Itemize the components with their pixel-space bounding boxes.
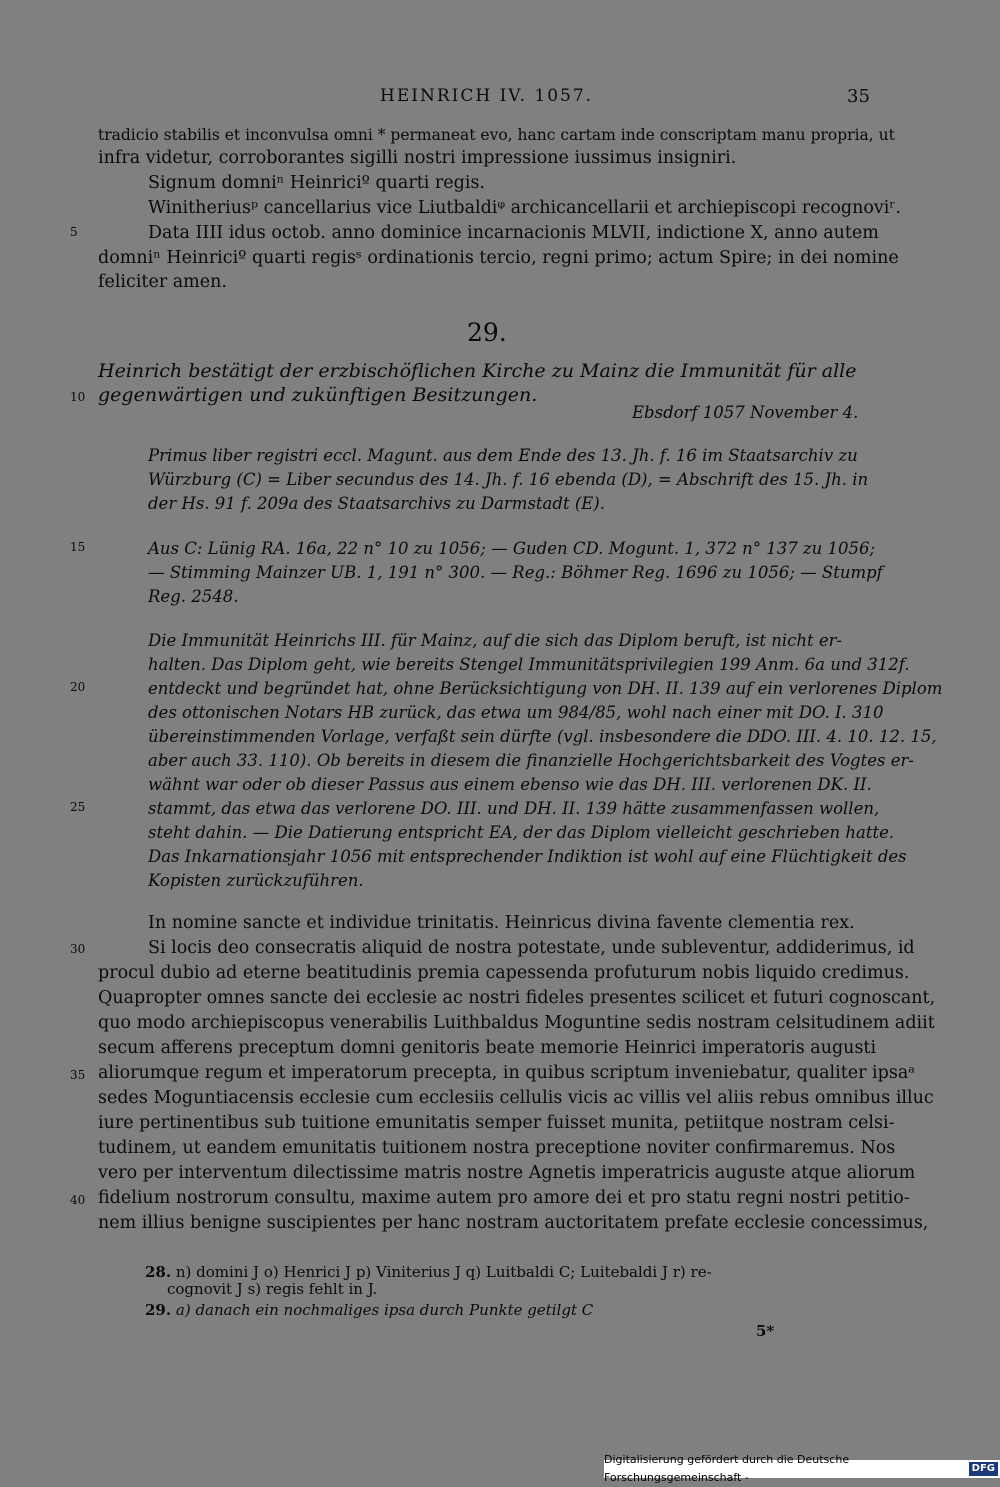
- regest-line: gegenwärtigen und zukünftigen Besitzungen.: [98, 384, 538, 406]
- text-line: Quapropter omnes sancte dei ecclesie ac nostri fideles presentes scilicet et futuri cognoscant,: [98, 988, 936, 1008]
- commentary-line: stammt, das etwa das verlorene DO. III. und DH. II. 139 hätte zusammenfassen wollen,: [148, 799, 880, 818]
- text-line: iure pertinentibus sub tuitione emunitatis semper fuisset munita, petiitque nostram celsi-: [98, 1113, 895, 1133]
- text-line: quo modo archiepiscopus venerabilis Luithbaldus Moguntine sedis nostram celsitudinem adiit: [98, 1013, 935, 1033]
- commentary-line: Die Immunität Heinrichs III. für Mainz, auf die sich das Diplom beruft, ist nicht er-: [148, 631, 843, 650]
- line-number: 40: [70, 1193, 86, 1207]
- footnote-number: 29.: [145, 1301, 172, 1319]
- running-title: HEINRICH IV. 1057.: [380, 86, 594, 106]
- dateline: Ebsdorf 1057 November 4.: [632, 403, 859, 422]
- commentary-line: Das Inkarnationsjahr 1056 mit entsprechender Indiktion ist wohl auf eine Flüchtigkeit des: [148, 847, 907, 866]
- footnote-number: 28.: [145, 1263, 172, 1281]
- text-line: feliciter amen.: [98, 272, 227, 292]
- commentary-line: steht dahin. — Die Datierung entspricht EA, der das Diplom vielleicht geschrieben hatte.: [148, 823, 895, 842]
- text-line: aliorumque regum et imperatorum precepta, in quibus scriptum inveniebatur, qualiter ipsaᵃ: [98, 1063, 916, 1083]
- sheet-signature: 5*: [756, 1322, 775, 1340]
- line-number: 25: [70, 800, 86, 814]
- footnote-29: [145, 1302, 593, 1319]
- text-line: nem illius benigne suscipientes per hanc nostram auctoritatem prefate ecclesie concessimus,: [98, 1213, 929, 1233]
- dfg-credit-bar[interactable]: [604, 1453, 1000, 1484]
- commentary-line: halten. Das Diplom geht, wie bereits Stengel Immunitätsprivilegien 199 Anm. 6a und 312f.: [148, 655, 910, 674]
- footnote-28: [145, 1264, 712, 1281]
- text-line: fidelium nostrorum consultu, maxime autem pro amore dei et pro statu regni nostri petitio-: [98, 1188, 910, 1208]
- text-line: Winitheriusᵖ cancellarius vice Liutbaldiᵠ archicancellarii et archiepiscopi recognoviʳ.: [148, 198, 902, 218]
- page-number: 35: [847, 86, 870, 107]
- edition-line: — Stimming Mainzer UB. 1, 191 n° 300. — Reg.: Böhmer Reg. 1696 zu 1056; — Stumpf: [148, 563, 883, 582]
- footnote-28-cont: [167, 1281, 377, 1298]
- text-line: procul dubio ad eterne beatitudinis premia capessenda profuturum nobis liquido credimus.: [98, 963, 910, 983]
- text-line: Signum domniⁿ Heinriciº quarti regis.: [148, 173, 485, 193]
- regest-line: Heinrich bestätigt der erzbischöflichen Kirche zu Mainz die Immunität für alle: [98, 360, 857, 382]
- dfg-logo-icon: DFG: [969, 1462, 998, 1476]
- text-line: secum afferens preceptum domni genitoris beate memorie Heinrici imperatoris augusti: [98, 1038, 877, 1058]
- line-number: 20: [70, 680, 86, 694]
- edition-line: Reg. 2548.: [148, 587, 239, 606]
- source-line: der Hs. 91 f. 209a des Staatsarchivs zu Darmstadt (E).: [148, 494, 605, 513]
- text-line: domniⁿ Heinriciº quarti regisˢ ordinationis tercio, regni primo; actum Spire; in dei nomine: [98, 248, 899, 268]
- commentary-line: wähnt war oder ob dieser Passus aus einem ebenso wie das DH. III. verlorenen DK. II.: [148, 775, 872, 794]
- text-line: Si locis deo consecratis aliquid de nostra potestate, unde subleventur, addiderimus, id: [148, 938, 915, 958]
- text-line: infra videtur, corroborantes sigilli nostri impressione iussimus insigniri.: [98, 148, 737, 168]
- commentary-line: des ottonischen Notars HB zurück, das etwa um 984/85, wohl nach einer mit DO. I. 310: [148, 703, 884, 722]
- line-number: 15: [70, 540, 86, 554]
- edition-line: Aus C: Lünig RA. 16a, 22 n° 10 zu 1056; — Guden CD. Mogunt. 1, 372 n° 137 zu 1056;: [148, 539, 876, 558]
- commentary-line: Kopisten zurückzuführen.: [148, 871, 364, 890]
- text-line: tudinem, ut eandem emunitatis tuitionem nostra preceptione noviter confirmaremus. Nos: [98, 1138, 896, 1158]
- commentary-line: entdeckt und begründet hat, ohne Berücksichtigung von DH. II. 139 auf ein verlorenes Diplom: [148, 679, 943, 698]
- source-line: Primus liber registri eccl. Magunt. aus dem Ende des 13. Jh. f. 16 im Staatsarchiv zu: [148, 446, 858, 465]
- text-line: In nomine sancte et individue trinitatis. Heinricus divina favente clementia rex.: [148, 913, 855, 933]
- footnote-text: cognovit J s) regis fehlt in J.: [167, 1280, 378, 1298]
- text-line: sedes Moguntiacensis ecclesie cum ecclesiis cellulis vicis ac villis vel aliis rebus omnibus illuc: [98, 1088, 934, 1108]
- footnote-text: n) domini J o) Henrici J p) Viniterius J q) Luitbaldi C; Luitebaldi J r) re-: [175, 1263, 712, 1281]
- line-number: 5: [70, 225, 78, 239]
- commentary-line: übereinstimmenden Vorlage, verfaßt sein dürfte (vgl. insbesondere die DDO. III. 4. 10. 12. 15,: [148, 727, 937, 746]
- text-line: tradicio stabilis et inconvulsa omni * permaneat evo, hanc cartam inde conscriptam manu propria, ut: [98, 126, 895, 144]
- document-number: 29.: [467, 318, 507, 347]
- line-number: 10: [70, 390, 86, 404]
- footnote-text: a) danach ein nochmaliges ipsa durch Punkte getilgt C: [175, 1301, 594, 1319]
- text-line: Data IIII idus octob. anno dominice incarnacionis MLVII, indictione X, anno autem: [148, 223, 879, 243]
- text-line: vero per interventum dilectissime matris nostre Agnetis imperatricis auguste atque aliorum: [98, 1163, 916, 1183]
- source-line: Würzburg (C) = Liber secundus des 14. Jh. f. 16 ebenda (D), = Abschrift des 15. Jh. in: [148, 470, 869, 489]
- line-number: 30: [70, 942, 86, 956]
- commentary-line: aber auch 33. 110). Ob bereits in diesem die finanzielle Hochgerichtsbarkeit des Vogtes er-: [148, 751, 914, 770]
- line-number: 35: [70, 1068, 86, 1082]
- dfg-credit-text: Digitalisierung gefördert durch die Deutsche Forschungsgemeinschaft -: [604, 1453, 850, 1484]
